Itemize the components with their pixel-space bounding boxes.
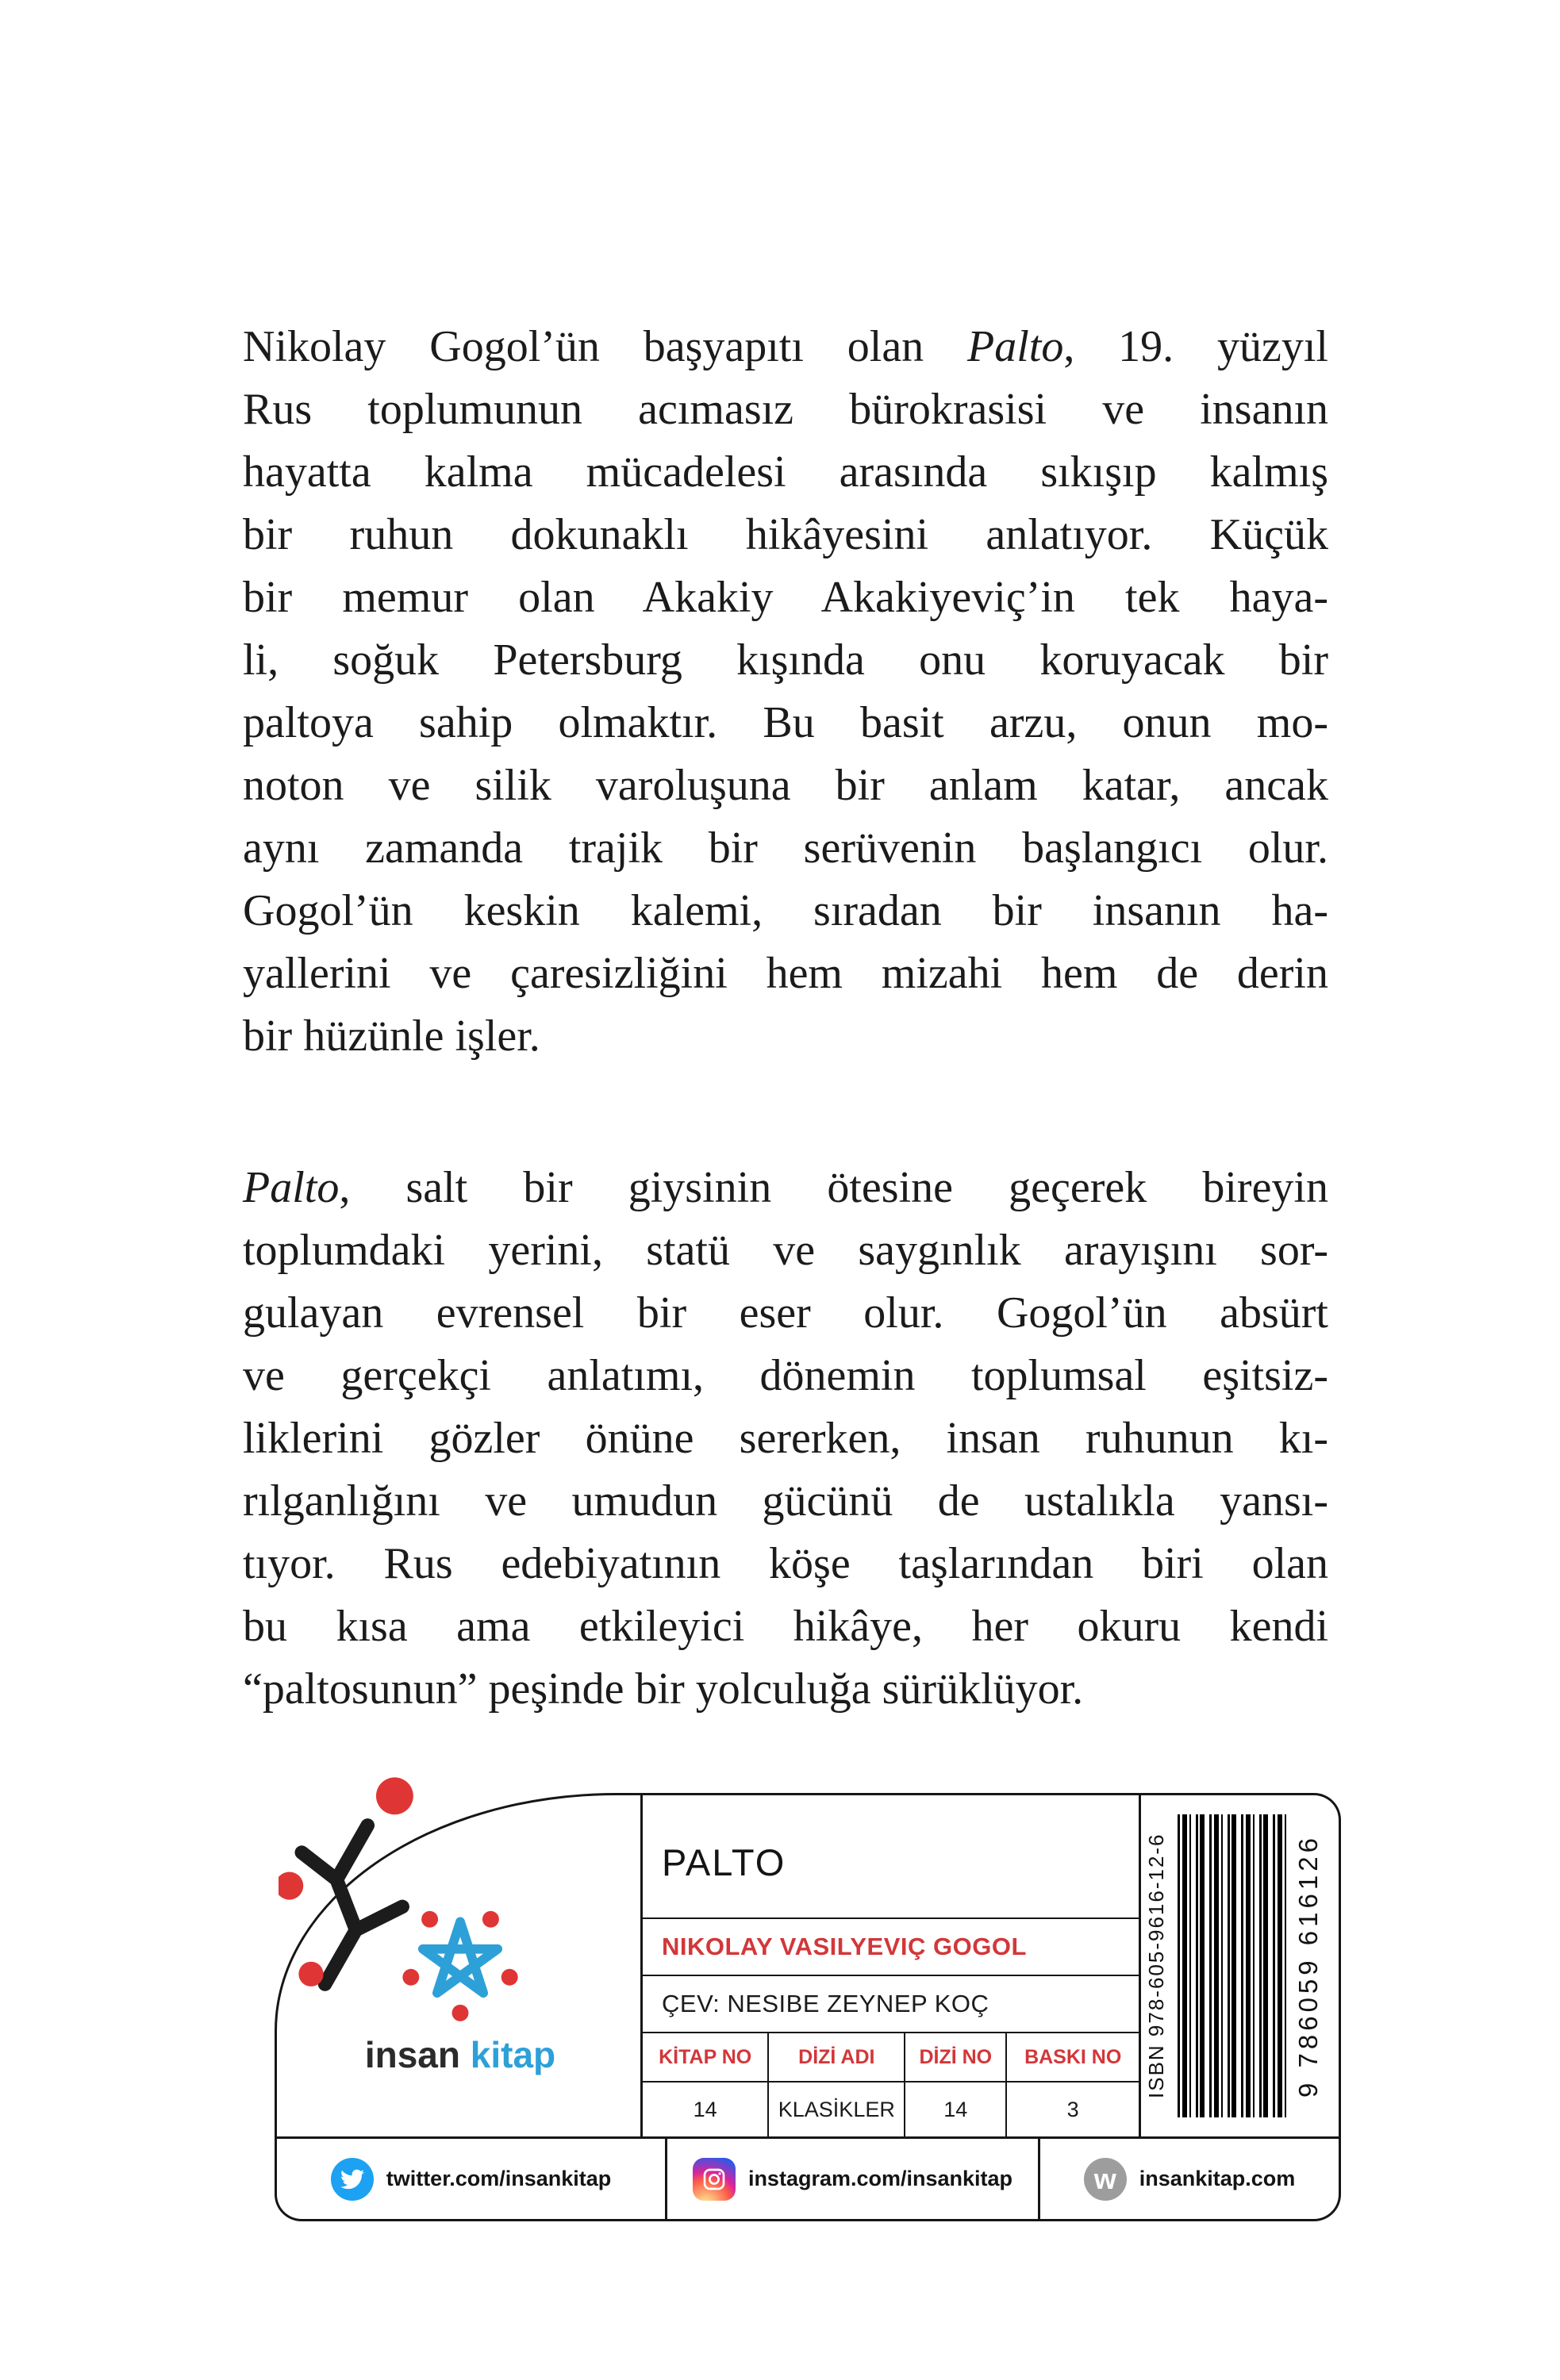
text-line: hayatta kalma mücadelesi arasında sıkışıp kalmış [243,447,1328,497]
text-line: bir memur olan Akakiy Akakiyeviç’in tek haya- [243,573,1328,622]
barcode-panel [1141,1795,1339,2136]
value-baski-no: 3 [1066,2097,1079,2121]
text-line: ve gerçekçi anlatımı, dönemin toplumsal eşitsiz- [243,1351,1328,1400]
social-instagram [667,2139,1040,2219]
author-name: NIKOLAY VASILYEVIÇ GOGOL [662,1933,1027,1960]
table-header-row [643,2033,1139,2082]
text-line: Nikolay Gogol’ün başyapıtı olan Palto, 19. yüzyıl [243,322,1328,371]
text-line: bir hüzünle işler. [243,1012,540,1061]
header-kitap-no: KİTAP NO [643,2033,769,2081]
text-line: liklerini gözler önüne sererken, insan ruhunun kı- [243,1414,1328,1463]
translator-row [643,1976,1139,2033]
book-title-row [643,1795,1139,1919]
text-line: bu kısa ama etkileyici hikâye, her okuru kendi [243,1602,1328,1651]
barcode-bars [1178,1814,1287,2117]
social-twitter [277,2139,667,2219]
social-strip [277,2136,1339,2219]
instagram-handle: instagram.com/insankitap [747,2167,1013,2190]
text-line: noton ve silik varoluşuna bir anlam katar, ancak [243,761,1328,810]
text-line: paltoya sahip olmaktır. Bu basit arzu, onun mo- [243,698,1328,747]
text-line: tıyor. Rus edebiyatının köşe taşlarından biri olan [243,1539,1328,1588]
publisher-info-box [275,1793,1341,2221]
insan-kitap-star-icon [396,1897,524,2025]
text-line: “paltosunun” peşinde bir yolculuğa sürüklüyor. [243,1664,1084,1714]
value-kitap-no: 14 [643,2082,769,2136]
text-line: Palto, salt bir giysinin ötesine geçerek bireyin [243,1163,1328,1212]
text-line: rılganlığını ve umudun gücünü de ustalıkla yansı- [243,1476,1328,1526]
header-baski-no: BASKI NO [1024,2045,1122,2068]
table-value-row [643,2082,1139,2136]
twitter-icon [331,2158,374,2201]
text-line: yallerini ve çaresizliğini hem mizahi hem de derin [243,949,1328,998]
synopsis [243,316,1328,1721]
text-line: bir ruhun dokunaklı hikâyesini anlatıyor. Küçük [243,510,1328,559]
translator-name: ÇEV: NESIBE ZEYNEP KOÇ [662,1990,989,2017]
header-dizi-adi: DİZİ ADI [769,2033,905,2081]
paragraph [243,316,1328,1068]
value-dizi-adi: KLASİKLER [769,2082,905,2136]
text-line: aynı zamanda trajik bir serüvenin başlangıcı olur. [243,823,1328,873]
social-website [1040,2139,1339,2219]
website-url: insankitap.com [1139,2167,1296,2190]
text-line: Gogol’ün keskin kalemi, sıradan bir insanın ha- [243,886,1328,935]
isbn-label: ISBN 978-605-9616-12-6 [1144,1833,1168,2099]
author-row [643,1919,1139,1976]
header-dizi-no: DİZİ NO [905,2033,1007,2081]
text-line: toplumdaki yerini, statü ve saygınlık arayışını sor- [243,1226,1328,1275]
publisher-name [313,2033,607,2076]
info-box-main [277,1795,1339,2136]
publisher-logo [277,1795,640,2136]
book-title: PALTO [662,1841,786,1883]
book-info-table [640,1795,1141,2136]
barcode-digits: 9 786059 616126 [1293,1834,1323,2098]
instagram-icon [693,2158,736,2201]
text-line: li, soğuk Petersburg kışında onu koruyacak bir [243,635,1328,685]
paragraph [243,1157,1328,1721]
publisher-name-insan: insan [364,2034,460,2075]
value-dizi-no: 14 [905,2082,1007,2136]
w-icon: w [1084,2158,1127,2201]
publisher-name-kitap: kitap [470,2034,556,2075]
text-line: gulayan evrensel bir eser olur. Gogol’ün absürt [243,1288,1328,1338]
text-line: Rus toplumunun acımasız bürokrasisi ve insanın [243,385,1328,434]
twitter-handle: twitter.com/insankitap [386,2167,612,2190]
